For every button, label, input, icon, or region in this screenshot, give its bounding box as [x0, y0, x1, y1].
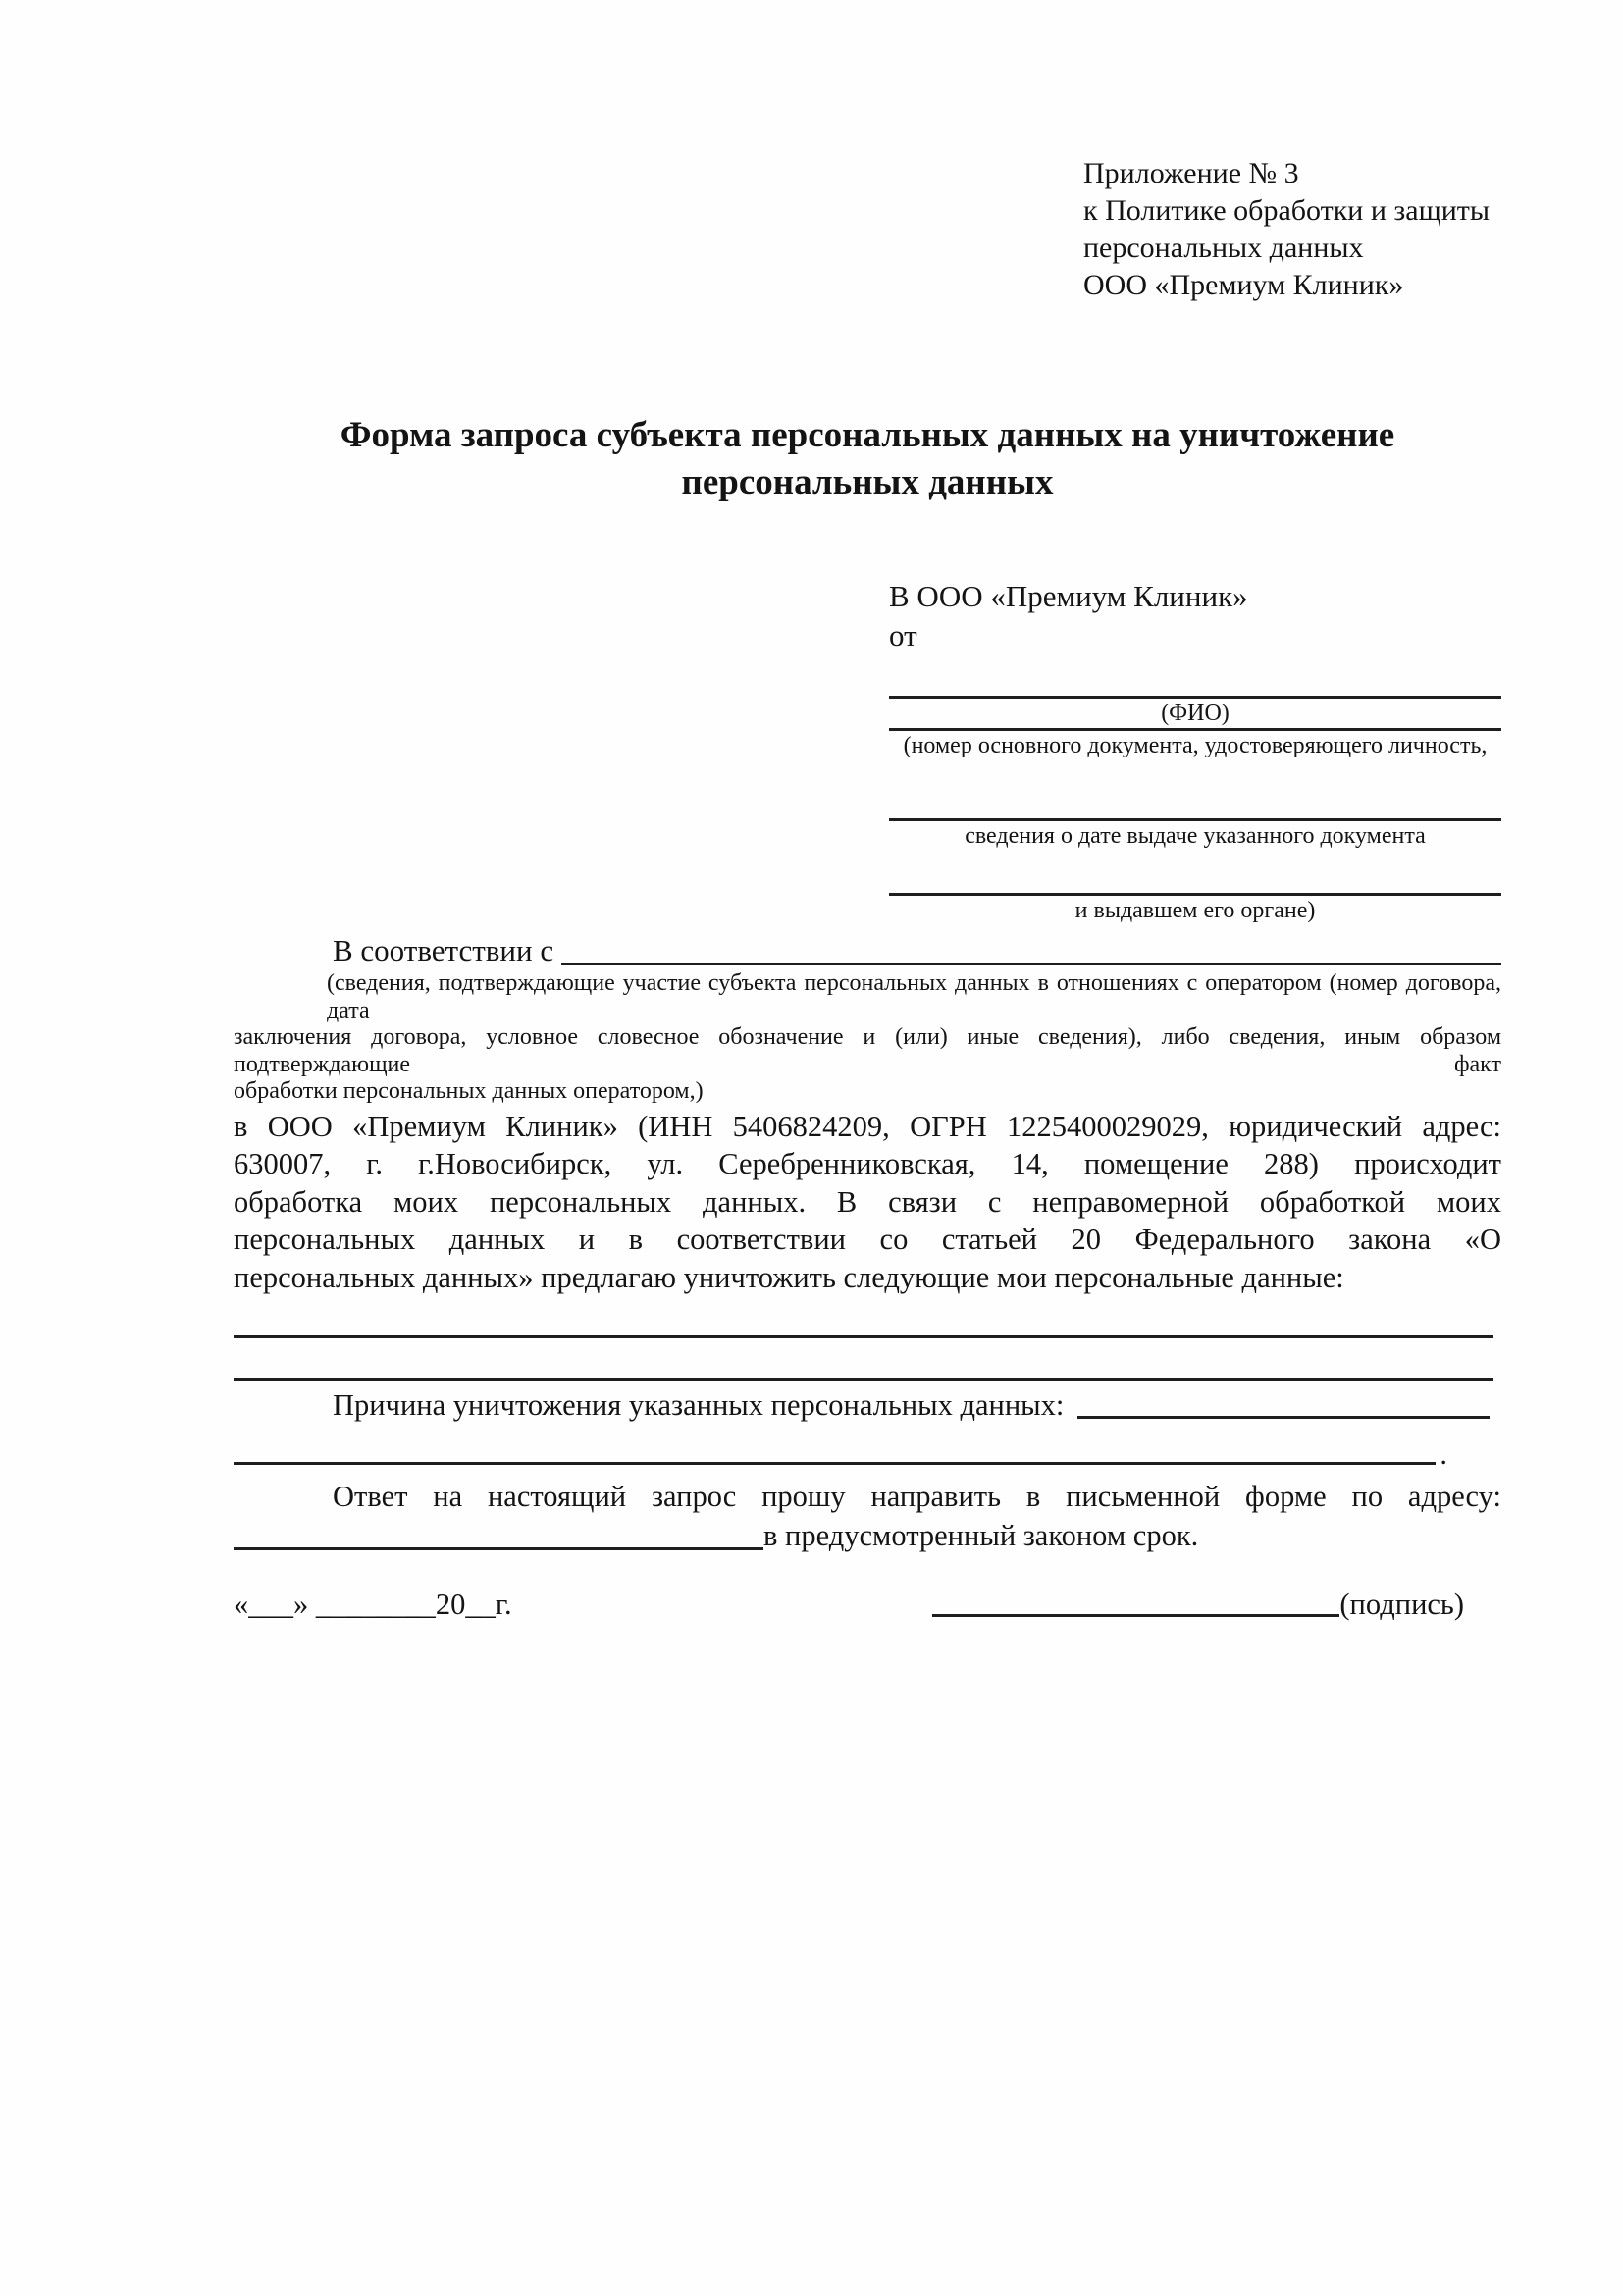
appendix-line: Приложение № 3	[1083, 157, 1299, 189]
issuing-authority-fill-line	[889, 851, 1501, 896]
reason-fill-line	[1077, 1385, 1490, 1419]
response-request-line: Ответ на настоящий запрос прошу направить в письменной форме по адресу:	[333, 1480, 1501, 1513]
signature-fill-line	[932, 1614, 1339, 1617]
issuing-authority-caption: и выдавшем его органе)	[1074, 898, 1316, 923]
accordance-label: В соответствии с	[333, 933, 554, 967]
address-fill-line	[234, 1516, 763, 1550]
explanatory-note	[234, 970, 1501, 1106]
period-char: .	[1440, 1437, 1447, 1471]
signature-block	[932, 1583, 1464, 1626]
body-line: обработка моих персональных данных. В связи с неправомерной обработкой моих	[234, 1184, 1501, 1219]
reason-label: Причина уничтожения указанных персональных данных:	[333, 1388, 1065, 1422]
page-content	[234, 0, 1501, 1626]
title-line: персональных данных	[681, 462, 1054, 502]
body-line: персональных данных и в соответствии со статьей 20 Федерального закона «О	[234, 1223, 1501, 1256]
appendix-header	[1083, 155, 1501, 304]
note-line: обработки персональных данных оператором,)	[234, 1078, 704, 1104]
reason-continuation-row	[234, 1425, 1501, 1471]
appendix-line: ООО «Премиум Клиник»	[1083, 269, 1404, 301]
response-suffix: в предусмотренный законом срок.	[763, 1519, 1199, 1552]
data-fill-line	[234, 1296, 1493, 1338]
addressee-to: В ООО «Премиум Клиник»	[889, 579, 1248, 613]
addressee-from-label: от	[889, 618, 917, 652]
fio-fill-line	[889, 655, 1501, 699]
title-line: Форма запроса субъекта персональных данных на уничтожение	[340, 415, 1395, 455]
data-fill-line	[234, 1338, 1493, 1381]
note-line: заключения договора, условное словесное обозначение и (или) иные сведения), либо сведения, иным образом подтверждающие факт	[234, 1024, 1501, 1077]
body-line: в ООО «Премиум Клиник» (ИНН 5406824209, ОГРН 1225400029029, юридический адрес:	[234, 1109, 1501, 1143]
accordance-fill-line	[561, 931, 1501, 965]
reason-row	[234, 1385, 1501, 1425]
issue-date-caption: сведения о дате выдаче указанного документа	[965, 823, 1426, 849]
fio-caption: (ФИО)	[1161, 701, 1230, 726]
addressee-block	[889, 577, 1501, 925]
appendix-line: персональных данных	[1083, 232, 1364, 264]
document-number-caption: (номер основного документа, удостоверяющего личность,	[903, 733, 1488, 758]
page-title	[234, 412, 1501, 506]
accordance-row	[234, 931, 1501, 970]
issue-date-fill-line	[889, 760, 1501, 821]
date-signature-row	[234, 1583, 1501, 1626]
body-paragraph	[234, 1108, 1501, 1297]
note-line: (сведения, подтверждающие участие субъекта персональных данных в отношениях с оператором (номер договора, дата	[327, 970, 1501, 1023]
body-line: 630007, г. г.Новосибирск, ул. Серебренниковская, 14, помещение 288) происходит	[234, 1147, 1501, 1180]
response-address-row	[234, 1516, 1501, 1555]
appendix-line: к Политике обработки и защиты	[1083, 194, 1491, 227]
body-line: персональных данных» предлагаю уничтожить следующие мои персональные данные:	[234, 1260, 1344, 1294]
reason-fill-line-2	[234, 1462, 1436, 1465]
signature-caption: (подпись)	[1339, 1588, 1464, 1621]
date-blank: «___» ________20__г.	[234, 1588, 512, 1621]
